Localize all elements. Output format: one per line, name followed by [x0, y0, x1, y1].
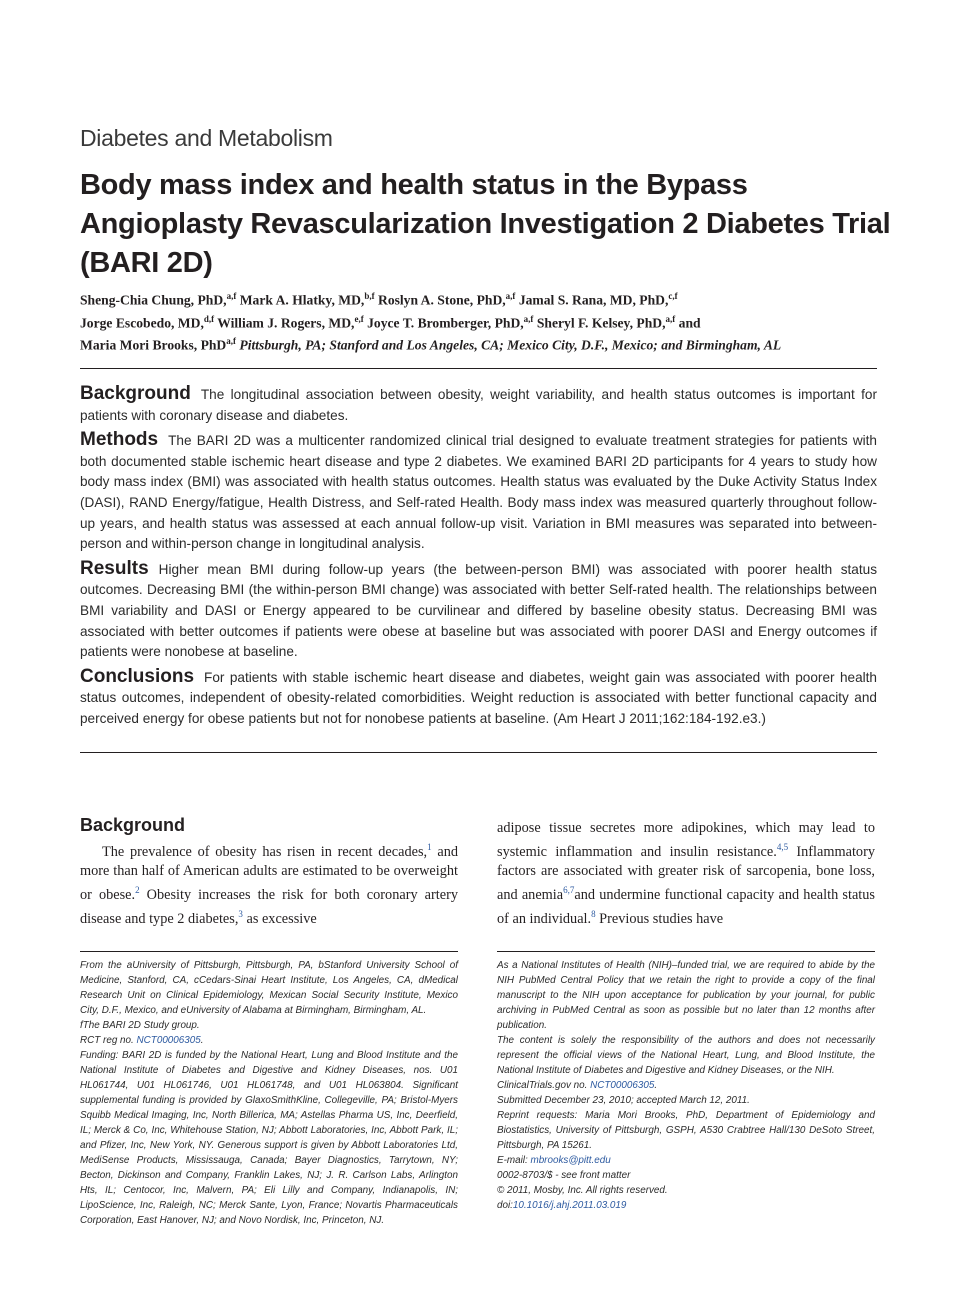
reference-link[interactable]: 4,5 — [776, 842, 789, 853]
abstract-heading: Results — [80, 557, 149, 579]
author-name: Joyce T. Bromberger, PhD, — [367, 315, 524, 331]
author-affiliation-marker: a,f — [226, 291, 237, 301]
body-text: Inflammatory factors are associated with greater risk of sarcopenia, bone loss, and anemia — [497, 843, 875, 904]
email-link[interactable]: mbrooks@pitt.edu — [530, 1155, 611, 1166]
footnote-text: doi: — [497, 1200, 513, 1211]
author-list — [80, 287, 880, 355]
body-text-left-column — [80, 838, 458, 929]
abstract — [80, 384, 877, 734]
author-name: Maria Mori Brooks, PhD — [80, 337, 227, 353]
footnote-study-group: fThe BARI 2D Study group. — [80, 1020, 200, 1031]
author-name: Mark A. Hlatky, MD, — [239, 292, 365, 308]
section-label: Diabetes and Metabolism — [80, 125, 333, 151]
footnote-funding: Funding: BARI 2D is funded by the National Heart, Lung and Blood Institute and the National Institute of Diabetes and Digestive and Kidney Diseases, nos. U01 HL061744, U01 HL061746, U01 HL061748, and U01 HL063804. Significant supplemental funding is provided by GlaxoSmithKline, Collegeville, PA; Bristol-Myers Squibb Medical Imaging, Inc, North Billerica, MA; Astellas Pharma US, Inc, Deerfield, IL; Merck & Co, Inc, Whitehouse Station, NJ; Abbott Laboratories, Inc, Abbott Park, IL; and Pfizer, Inc, New York, NY. Generous support is given by Abbott Laboratories Ltd, MediSense Products, Mississauga, Canada; Bayer Diagnostics, Tarrytown, NY; Becton, Dickinson and Company, Franklin Lakes, NJ; J. R. Carlson Labs, Arlington Hts, IL; Centocor, Inc, Malvern, PA; Eli Lilly and Company, Indianapolis, IN; LipoScience, Inc, Raleigh, NC; Merck Sante, Lyon, France; Novartis Pharmaceuticals Corporation, East Hanover, NJ; and Novo Nordisk, Inc, Princeton, NJ. — [80, 1050, 458, 1226]
reference-link[interactable]: 2 — [135, 885, 140, 896]
footnote-reprint: Reprint requests: Maria Mori Brooks, PhD, Department of Epidemiology and Biostatistics, University of Pittsburgh, GSPH, A530 Crabtree Hall/130 DeSoto Street, Pittsburgh, PA 15261. — [497, 1110, 875, 1151]
abstract-heading: Conclusions — [80, 665, 195, 687]
footnote-nih: As a National Institutes of Health (NIH)–funded trial, we are required to abide by the NIH PubMed Central Policy that we retain the right to provide a copy of the final manuscript to the NIH upon acceptance for publication by your journal, for public archiving in PubMed Central as soon as possible but no later than 12 months after publication. — [497, 960, 875, 1031]
footnotes-right — [497, 958, 875, 1213]
footnote-rule-right — [497, 951, 875, 952]
body-text: as excessive — [242, 910, 317, 927]
author-name: Sheng-Chia Chung, PhD, — [80, 292, 227, 308]
footnote-text: . — [200, 1035, 204, 1046]
body-text: and undermine functional capacity and health status of an individual. — [497, 887, 875, 928]
footnote-issn: 0002-8703/$ - see front matter — [497, 1170, 631, 1181]
abstract-text: For patients with stable ischemic heart disease and diabetes, weight gain was associated with poorer health status outcomes, independent of obesity-related comorbidities. Weight reduction is associated with better functional capacity and perceived energy for obese patients but not for nonobese patients at baseline. (Am Heart J 2011;162:184-192.e3.) — [80, 669, 877, 726]
reference-link[interactable]: 8 — [591, 909, 596, 920]
footnote-copyright: © 2011, Mosby, Inc. All rights reserved. — [497, 1185, 668, 1196]
author-name: Sheryl F. Kelsey, PhD, — [536, 315, 666, 331]
author-name: Jorge Escobedo, MD, — [80, 315, 204, 331]
abstract-methods — [80, 430, 877, 555]
author-affiliation-marker: c,f — [668, 291, 678, 301]
footnote-rct — [80, 1033, 458, 1048]
footnote-doi — [497, 1198, 875, 1213]
footnote-text: . — [654, 1080, 658, 1091]
footnote-submitted: Submitted December 23, 2010; accepted March 12, 2011. — [497, 1095, 750, 1106]
author-conjunction: and — [678, 315, 701, 331]
footnote-text: RCT reg no. — [80, 1035, 137, 1046]
body-text: Obesity increases the risk for both coronary artery disease and type 2 diabetes, — [80, 886, 458, 927]
abstract-conclusions — [80, 667, 877, 730]
body-text: The prevalence of obesity has risen in recent decades, — [102, 843, 428, 860]
footnote-email — [497, 1153, 875, 1168]
reference-link[interactable]: 6,7 — [563, 885, 575, 896]
body-text-right-column — [497, 819, 875, 929]
footnote-text: ClinicalTrials.gov no. — [497, 1080, 591, 1091]
footnotes-left — [80, 958, 458, 1228]
abstract-bottom-rule — [80, 752, 877, 753]
abstract-heading: Background — [80, 383, 191, 404]
abstract-text: Higher mean BMI during follow-up years (the between-person BMI) was associated with poorer health status outcomes. Decreasing BMI (the within-person BMI change) was associated with better Self-rated health. The relationships between BMI variability and DASI or Energy appeared to be curvilinear and differed by baseline obesity status. Decreasing BMI was associated with better outcomes if patients were obese at baseline but was associated with poorer DASI and Energy outcomes if patients were nonobese at baseline. — [80, 561, 877, 660]
author-name: Jamal S. Rana, MD, PhD, — [518, 292, 669, 308]
footnote-rule-left — [80, 951, 458, 952]
abstract-text: The longitudinal association between obesity, weight variability, and health status outcomes is important for patients with coronary disease and diabetes. — [80, 387, 877, 423]
reference-link[interactable]: 1 — [427, 842, 432, 852]
affiliation-line: Pittsburgh, PA; Stanford and Los Angeles, CA; Mexico City, D.F., Mexico; and Birmingham, AL — [239, 337, 782, 353]
abstract-background — [80, 384, 877, 426]
article-title: Body mass index and health status in the Bypass Angioplasty Revascularization Investigation 2 Diabetes Trial (BARI 2D) — [80, 169, 891, 279]
body-text: adipose tissue secretes more adipokines, which may lead to systemic inflammation and insulin resistance. — [497, 820, 875, 860]
doi-link[interactable]: 10.1016/j.ahj.2011.03.019 — [512, 1200, 627, 1211]
footnote-text: E-mail: — [497, 1155, 531, 1166]
body-text: Previous studies have — [595, 911, 724, 928]
footnote-clinicaltrials — [497, 1078, 875, 1093]
footnote-content: The content is solely the responsibility of the authors and does not necessarily represent the official views of the National Heart, Lung, and Blood Institute, the National Institute of Diabetes and Digestive and Kidney Diseases, or the NIH. — [497, 1035, 875, 1076]
author-affiliation-marker: a,f — [226, 336, 236, 347]
abstract-heading: Methods — [80, 429, 159, 451]
author-affiliation-marker: e,f — [354, 313, 364, 324]
abstract-results — [80, 559, 877, 663]
abstract-text: The BARI 2D was a multicenter randomized clinical trial designed to evaluate treatment strategies for patients with both documented stable ischemic heart disease and type 2 diabetes. We examined BARI 2D participants for 4 years to study how body mass index (BMI) was associated with health status outcomes. Health status was evaluated by the Duke Activity Status Index (DASI), RAND Energy/fatigue, Health Distress, and Self-rated Health. Body mass index was measured quarterly throughout follow-up years, and health status was assessed at each annual follow-up visit. Variation in BMI measures was separated into between-person and within-person change in longitudinal analysis. — [80, 433, 877, 552]
author-affiliation-marker: a,f — [523, 313, 534, 324]
author-affiliation-marker: b,f — [364, 291, 375, 301]
author-name: William J. Rogers, MD, — [217, 315, 355, 331]
author-affiliation-marker: d,f — [203, 313, 215, 324]
footnote-affiliations: From the aUniversity of Pittsburgh, Pittsburgh, PA, bStanford University School of Medicine, Stanford, CA, cCedars-Sinai Heart Institute, Los Angeles, CA, dMedical Research Unit on Clinical Epidemiology, Mexican Social Security Institute, Mexico City, D.F., Mexico, and eUniversity of Alabama at Birmingham, Birmingham, AL. — [80, 960, 458, 1016]
author-affiliation-marker: a,f — [665, 313, 676, 324]
author-name: Roslyn A. Stone, PhD, — [378, 292, 506, 308]
body-text: and more than half of American adults are estimated to be overweight or obese. — [80, 843, 458, 903]
abstract-top-rule — [80, 368, 877, 369]
clinicaltrials-link[interactable]: NCT00006305 — [590, 1080, 655, 1091]
author-affiliation-marker: a,f — [505, 291, 516, 301]
rct-registry-link[interactable]: NCT00006305 — [136, 1035, 201, 1046]
reference-link[interactable]: 3 — [238, 909, 243, 920]
body-section-heading: Background — [80, 815, 186, 835]
